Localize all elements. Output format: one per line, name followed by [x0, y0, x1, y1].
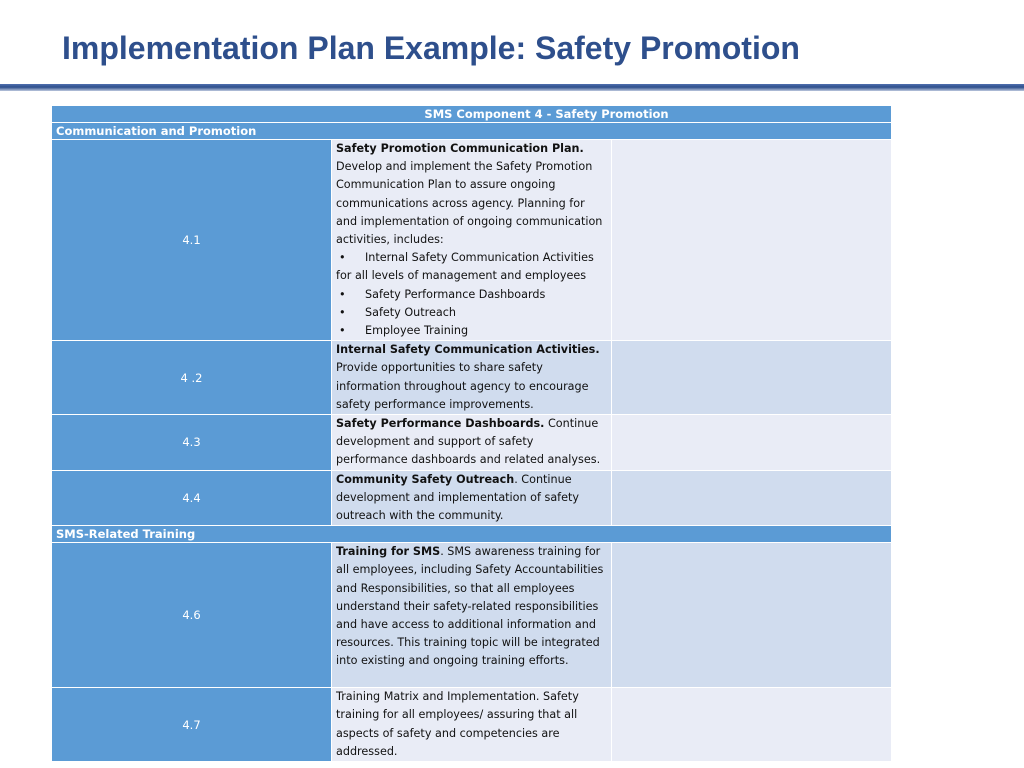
bullet-marker: • — [339, 324, 346, 338]
table-row — [52, 688, 892, 762]
empty-cell — [612, 688, 892, 762]
item-text: Continue development and support of safety performance dashboards and related analyses. — [336, 417, 601, 467]
bullet-text: Employee Training — [365, 324, 469, 338]
section-row — [52, 123, 892, 140]
item-description — [332, 140, 612, 341]
table-row — [52, 140, 892, 341]
item-title: Internal Safety Communication Activities. — [336, 343, 600, 357]
bullet-marker: • — [339, 251, 346, 265]
item-description — [332, 341, 612, 415]
item-description — [332, 543, 612, 688]
empty-cell — [612, 341, 892, 415]
item-number: 4.3 — [52, 415, 332, 471]
empty-cell — [612, 415, 892, 471]
empty-cell — [612, 470, 892, 526]
item-text: Training Matrix and Implementation. Safety training for all employees/ assuring that all aspects of safety and competencies are addressed. — [336, 690, 579, 758]
empty-cell — [612, 543, 892, 688]
item-title: Community Safety Outreach — [336, 472, 515, 486]
bullet-text: Internal Safety Communication Activities for all levels of management and employees — [336, 251, 594, 283]
page-title: Implementation Plan Example: Safety Promotion — [62, 30, 800, 66]
item-text: Provide opportunities to share safety information throughout agency to encourage safety performance improvements. — [336, 361, 589, 411]
item-description — [332, 470, 612, 526]
section-row — [52, 526, 892, 543]
item-title: Safety Performance Dashboards. — [336, 417, 545, 431]
item-number: 4.6 — [52, 543, 332, 688]
list-item — [336, 304, 607, 322]
bullet-text: Safety Outreach — [365, 305, 456, 319]
section-label: SMS-Related Training — [52, 526, 892, 543]
item-text: Develop and implement the Safety Promotion Communication Plan to assure ongoing communications across agency. Planning for and implementation of ongoing communication activities, includes: — [336, 160, 603, 247]
item-title: Training for SMS — [336, 545, 441, 559]
table-row — [52, 543, 892, 688]
section-label: Communication and Promotion — [52, 123, 892, 140]
item-number: 4.1 — [52, 140, 332, 341]
bullet-marker: • — [339, 305, 346, 319]
item-title: Safety Promotion Communication Plan. — [336, 142, 584, 155]
bullet-marker: • — [339, 287, 346, 301]
list-item — [336, 286, 607, 304]
component-header: SMS Component 4 - Safety Promotion — [52, 106, 892, 123]
empty-cell — [612, 140, 892, 341]
title-divider — [0, 84, 1024, 91]
table-header-row — [52, 106, 892, 123]
list-item — [336, 322, 607, 340]
implementation-plan-table — [51, 105, 892, 762]
item-description — [332, 688, 612, 762]
table-row — [52, 341, 892, 415]
table-row — [52, 415, 892, 471]
item-text: . Continue development and implementation of safety outreach with the community. — [336, 472, 580, 523]
item-text: . SMS awareness training for all employees, including Safety Accountabilities and Responsibilities, so that all employees understand their safety-related responsibilities and have access to additional information and resources. This training topic will be integrated into existing and ongoing training efforts. — [336, 545, 604, 668]
bullet-text: Safety Performance Dashboards — [365, 287, 546, 301]
item-number: 4 .2 — [52, 341, 332, 415]
item-number: 4.4 — [52, 470, 332, 526]
list-item — [336, 249, 607, 285]
item-description — [332, 415, 612, 471]
table-row — [52, 470, 892, 526]
bullet-list — [336, 249, 607, 340]
item-number: 4.7 — [52, 688, 332, 762]
